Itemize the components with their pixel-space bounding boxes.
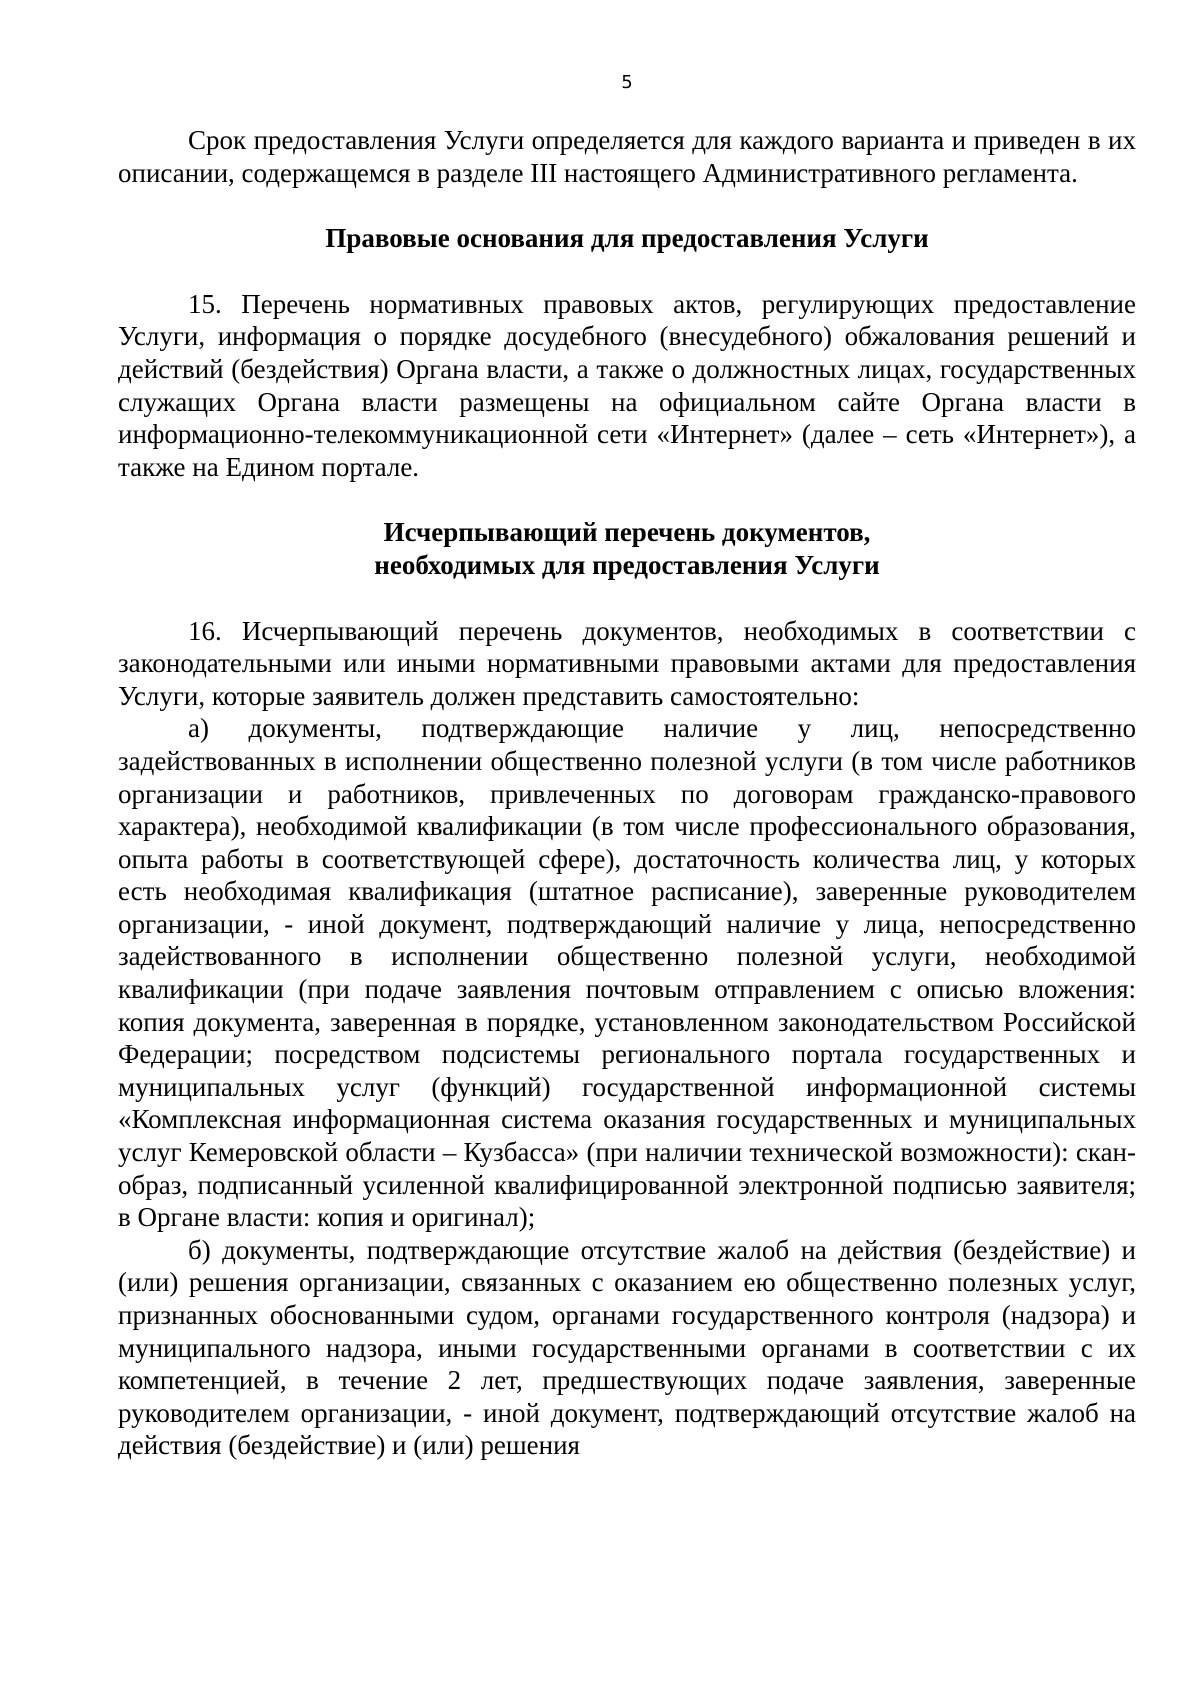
paragraph-service-term: Срок предоставления Услуги определяется для каждого варианта и приведен в их описании, содержащемся в разделе III настоящего Административного регламента. (118, 125, 1136, 188)
document-body (118, 124, 1136, 1462)
paragraph-16-a: а) документы, подтверждающие наличие у лиц, непосредственно задействованных в исполнении общественно полезной услуги (в том числе работников организации и работников, привлеченных по договорам гражданско-правового характера), необходимой квалификации (в том числе профессионального образования, опыта работы в соответствующей сфере), достаточность количества лиц, у которых есть необходимая квалификация (штатное расписание), заверенные руководителем организации, - иной документ, подтверждающий наличие у лица, непосредственно задействованного в исполнении общественно полезной услуги, необходимой квалификации (при подаче заявления почтовым отправлением с описью вложения: копия документа, заверенная в порядке, установленном законодательством Российской Федерации; посредством подсистемы регионального портала государственных и муниципальных услуг (функций) государственной информационной системы «Комплексная информационная система оказания государственных и муниципальных услуг Кемеровской области – Кузбасса» (при наличии технической возможности): скан-образ, подписанный усиленной квалифицированной электронной подписью заявителя; в Органе власти: копия и оригинал); (118, 713, 1136, 1233)
paragraph-16: 16. Исчерпывающий перечень документов, необходимых в соответствии с законодательными или иными нормативными правовыми актами для предоставления Услуги, которые заявитель должен представить самостоятельно: (118, 615, 1136, 711)
heading-legal-grounds: Правовые основания для предоставления Услуги (325, 223, 929, 254)
heading-documents-list: Исчерпывающий перечень документов, необходимых для предоставления Услуги (374, 517, 880, 580)
paragraph-16-b: б) документы, подтверждающие отсутствие жалоб на действия (бездействие) и (или) решения организации, связанных с оказанием ею общественно полезных услуг, признанных обоснованными судом, органами государственного контроля (надзора) и муниципального надзора, иными государственными органами в соответствии с их компетенцией, в течение 2 лет, предшествующих подаче заявления, заверенные руководителем организации, - иной документ, подтверждающий отсутствие жалоб на действия (бездействие) и (или) решения (118, 1234, 1136, 1461)
page-number: 5 (621, 72, 633, 93)
document-page (118, 0, 1136, 1697)
paragraph-15: 15. Перечень нормативных правовых актов, регулирующих предоставление Услуги, информация о порядке досудебного (внесудебного) обжалования решений и действий (бездействия) Органа власти, а также о должностных лицах, государственных служащих Органа власти размещены на официальном сайте Органа власти в информационно-телекоммуникационной сети «Интернет» (далее – сеть «Интернет»), а также на Едином портале. (118, 288, 1136, 482)
